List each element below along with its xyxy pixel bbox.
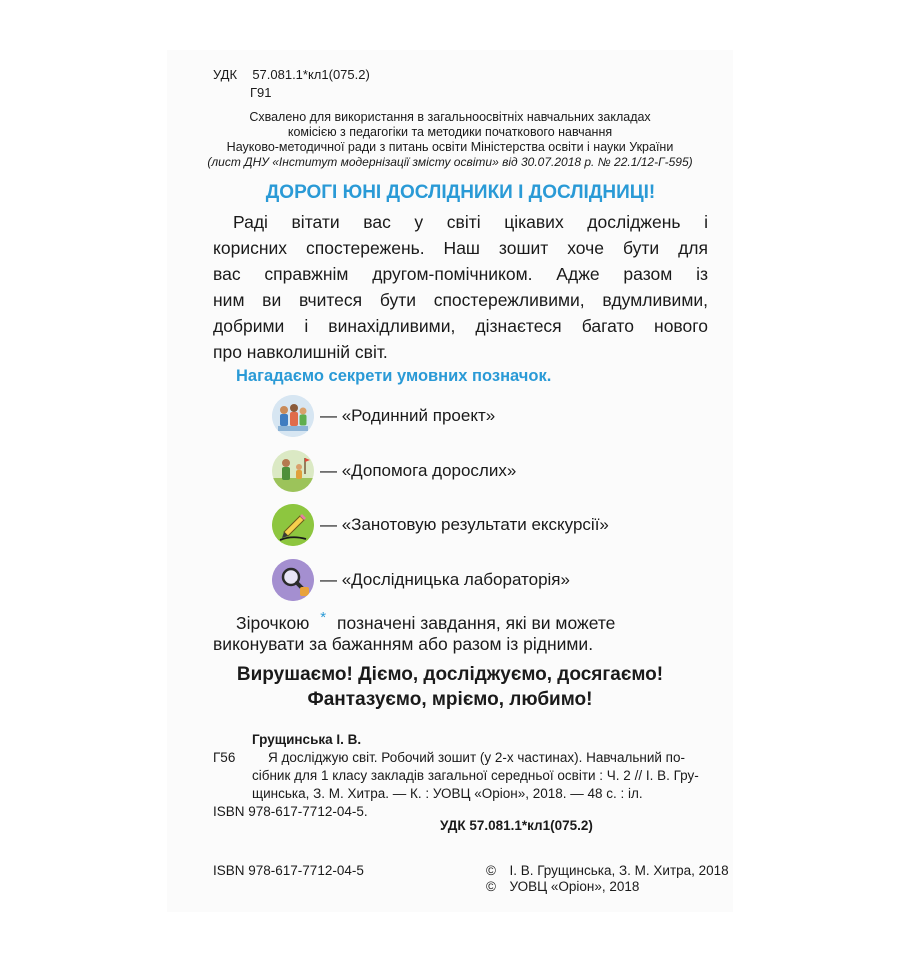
copyright-symbol: © bbox=[486, 863, 496, 878]
udk-header bbox=[213, 67, 370, 83]
star-icon: * bbox=[320, 609, 327, 626]
greeting-title: ДОРОГІ ЮНІ ДОСЛІДНИКИ І ДОСЛІДНИЦІ! bbox=[265, 182, 656, 203]
intro-line: вас справжнім другом-помічником. Адже разом із bbox=[213, 264, 708, 284]
intro-line: корисних спостережень. Наш зошит хоче бути для bbox=[213, 238, 708, 258]
copyright-symbol: © bbox=[486, 879, 496, 894]
biblio-index: Г56 bbox=[213, 750, 236, 765]
intro-line: Раді вітати вас у світі цікавих досліджень і bbox=[233, 212, 708, 232]
copyright-publisher bbox=[486, 878, 639, 896]
approval-line-2: комісією з педагогіки та методики початкового навчання bbox=[287, 125, 613, 139]
star-note-line-1 bbox=[236, 609, 615, 634]
approval-block bbox=[190, 110, 710, 170]
copyright-publisher-text: УОВЦ «Оріон», 2018 bbox=[509, 879, 640, 894]
pencil-notes-icon bbox=[272, 504, 314, 546]
legend-title: Нагадаємо секрети умовних позначок. bbox=[236, 367, 552, 385]
legend-label: — «Дослідницька лабораторія» bbox=[320, 570, 570, 589]
family-project-icon bbox=[272, 395, 314, 437]
udk-label: УДК bbox=[213, 67, 238, 82]
biblio-line-2: сібник для 1 класу закладів загальної середньої освіти : Ч. 2 // І. В. Гру- bbox=[252, 768, 699, 783]
legend-label: — «Допомога дорослих» bbox=[320, 461, 517, 480]
approval-line-3: Науково-методичної ради з питань освіти Міністерства освіти і науки України bbox=[226, 140, 674, 154]
biblio-line-1: Я досліджую світ. Робочий зошит (у 2-х частинах). Навчальний по- bbox=[268, 750, 685, 765]
biblio-authors: Грущинська І. В. bbox=[252, 732, 362, 747]
approval-line-4: (лист ДНУ «Інститут модернізації змісту освіти» від 30.07.2018 р. № 22.1/12-Г-595) bbox=[207, 155, 693, 169]
intro-line: про навколишній світ. bbox=[213, 342, 388, 362]
intro-line: добрими і винахідливими, дізнаєтеся багато нового bbox=[213, 316, 708, 336]
biblio-isbn: ISBN 978-617-7712-04-5. bbox=[213, 804, 368, 819]
adult-help-icon bbox=[272, 450, 314, 492]
footer-isbn: ISBN 978-617-7712-04-5 bbox=[213, 863, 364, 878]
motto-line-2: Фантазуємо, мріємо, любимо! bbox=[307, 689, 593, 710]
copyright-authors-text: І. В. Грущинська, З. М. Хитра, 2018 bbox=[509, 863, 729, 878]
intro-line: ним ви вчитеся бути спостережливими, вдумливими, bbox=[213, 290, 708, 310]
magnifier-lab-icon bbox=[272, 559, 314, 601]
star-note-after: позначені завдання, які ви можете bbox=[336, 612, 616, 633]
udk-code: 57.081.1*кл1(075.2) bbox=[252, 67, 370, 82]
intro-paragraph bbox=[213, 209, 708, 365]
legend-label: — «Родинний проект» bbox=[320, 406, 496, 425]
biblio-line-3: щинська, З. М. Хитра. — К. : УОВЦ «Оріон», 2018. — 48 с. : іл. bbox=[252, 786, 643, 801]
star-note-before: Зірочкою bbox=[236, 612, 310, 633]
approval-line-1: Схвалено для використання в загальноосвітніх навчальних закладах bbox=[249, 110, 651, 124]
biblio-udk: УДК 57.081.1*кл1(075.2) bbox=[440, 818, 593, 833]
motto-line-1: Вирушаємо! Діємо, досліджуємо, досягаємо! bbox=[236, 664, 664, 685]
star-note-line-2: виконувати за бажанням або разом із рідними. bbox=[213, 634, 594, 654]
legend-label: — «Занотовую результати екскурсії» bbox=[320, 515, 609, 534]
catalog-index: Г91 bbox=[250, 85, 272, 100]
